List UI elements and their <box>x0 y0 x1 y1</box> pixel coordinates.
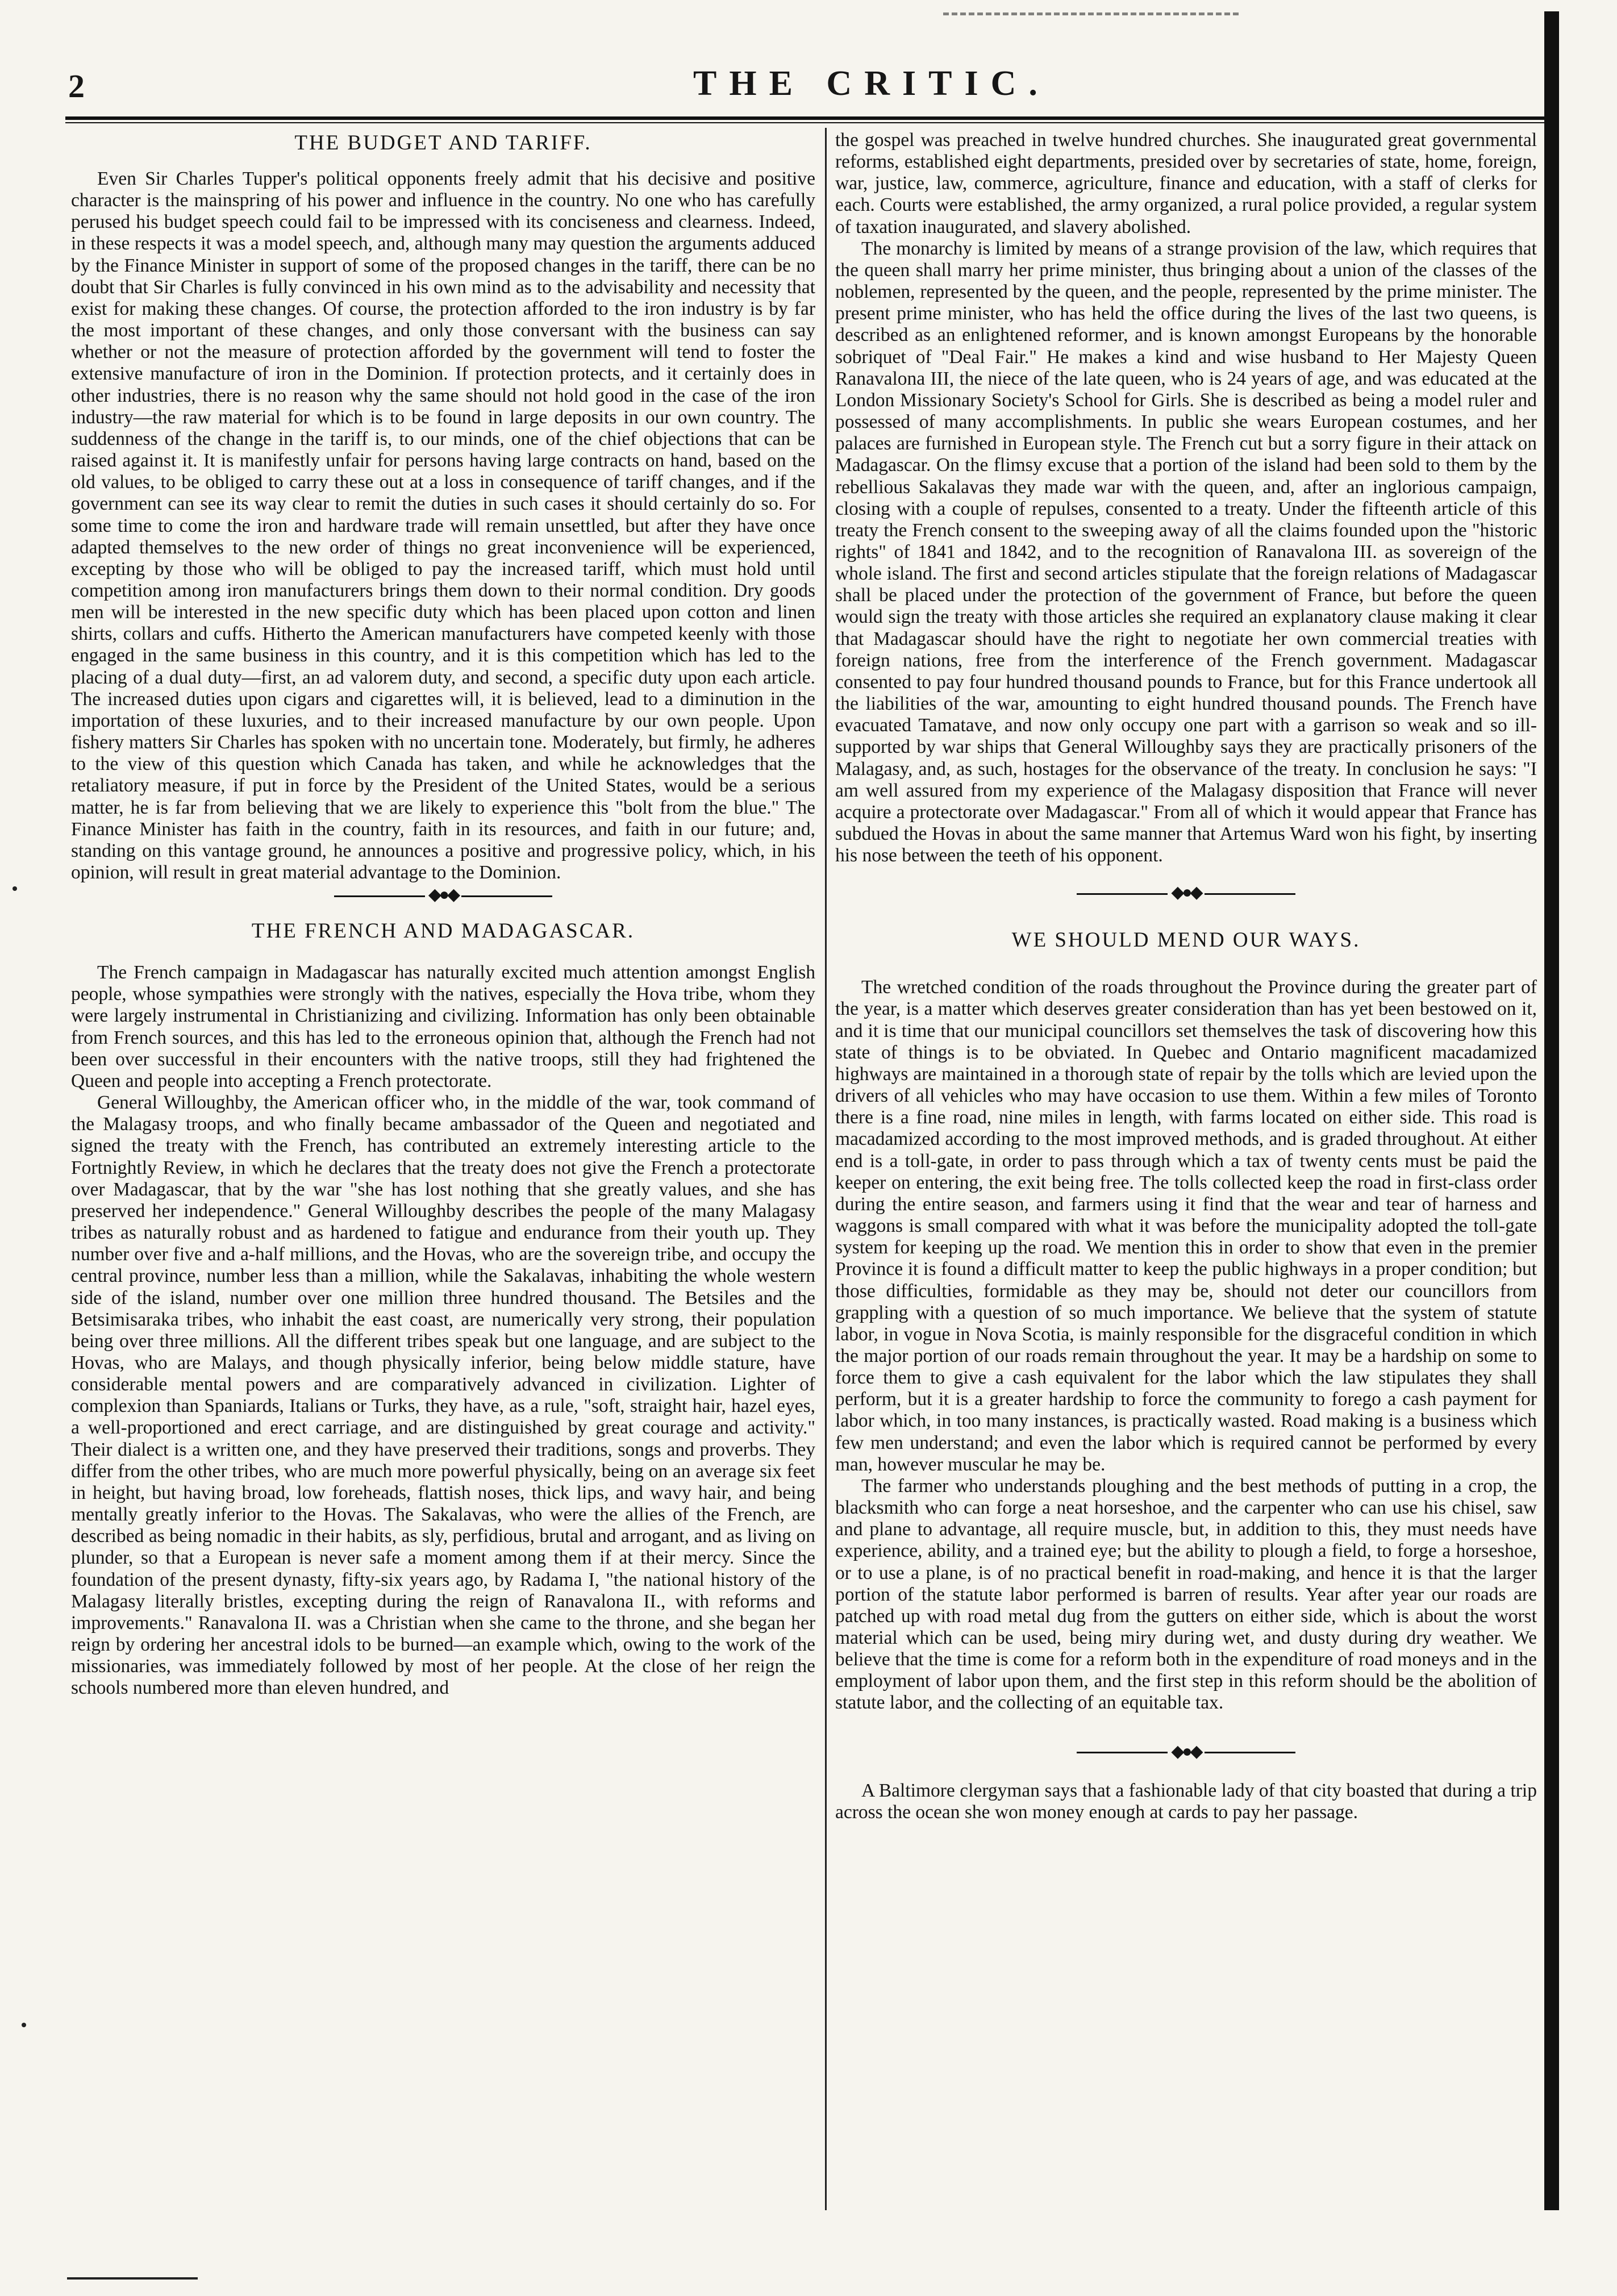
top-edge-marks <box>943 12 1239 19</box>
section-divider <box>835 1740 1537 1763</box>
bottom-rule <box>67 2277 198 2280</box>
mend-paragraph-1: The wretched condition of the roads throughout the Province during the greater part of the year, is a matter which deserves greater consideration than has yet been bestowed on it, and it is time that our municipal councillors set themselves the task of discovering how this state of things is to be obviated. In Quebec and Ontario magnificent macadamized highways are maintained in a thorough state of repair by the tolls which are levied upon the drivers of all vehicles who may have occasion to use them. Within a few miles of Toronto there is a fine road, nine miles in length, with farms located on either side. This road is macadamized according to the most improved methods, and is graded throughout. At either end is a toll-gate, in order to pass through which a tax of twenty cents must be paid the keeper on entering, the exit being free. The tolls collected keep the road in first-class order during the entire season, and farmers using it find that the wear and tear of harness and waggons is small compared with what it was before the municipality adopted the toll-gate system for keeping up the road. We mention this in order to show that even in the premier Province it is found a difficult matter to keep the public highways in a proper condition; but those difficulties, formidable as they may be, should not deter our councillors from grappling with a question of so much importance. We believe that the system of statute labor, in vogue in Nova Scotia, is mainly responsible for the disgraceful condition in which the major portion of our roads remain throughout the year. It may be a hardship on some to force them to give a cash equivalent for the labor which the law stipulates they shall perform, but it is a greater hardship to force the community to forego a cash payment for labor which, in too many instances, is practically wasted. Road making is a business which few men understand; and even the labor which is required cannot be performed by every man, however muscular he may be. <box>835 977 1537 1475</box>
divider-ornament: ◆●◆ <box>1171 1741 1201 1761</box>
divider-ornament: ◆●◆ <box>428 885 459 905</box>
margin-speck <box>22 2023 26 2027</box>
divider-ornament: ◆●◆ <box>1171 883 1201 902</box>
section-divider <box>835 881 1537 904</box>
budget-paragraph: Even Sir Charles Tupper's political opponents freely admit that his decisive and positive character is the mainspring of his power and influence in the country. No one who has carefully perused his budget speech could fail to be impressed with its conciseness and clearness. Indeed, in these respects it was a model speech, and, although many may question the arguments adduced by the Finance Minister in support of some of the proposed changes in the tariff, there can be no doubt that Sir Charles is fully convinced in his own mind as to the advisability and necessity that exist for making these changes. Of course, the protection afforded to the iron industry is by far the most important of these changes, and only those conversant with the business can say whether or not the measure of protection afforded by the government will tend to foster the extensive manufacture of iron in the Dominion. If protection protects, and it certainly does in other industries, there is no reason why the same should not hold good in the case of the iron industry—the raw material for which is to be found in large deposits in our own country. The suddenness of the change in the tariff is, to our minds, one of the chief objections that can be raised against it. It is manifestly unfair for persons having large contracts on hand, based on the old values, to be obliged to carry these out at a loss in consequence of tariff changes, and if the government can see its way clear to remit the duties in such cases it should certainly do so. For some time to come the iron and hardware trade will remain unsettled, but after they have once adapted themselves to the new order of things no great inconvenience will be experienced, excepting by those who will be obliged to pay the increased tariff, which must hold until competition among iron manufacturers brings them down to their normal condition. Dry goods men will be interested in the new specific duty which has been placed upon cotton and linen shirts, collars and cuffs. Hitherto the American manufacturers have competed keenly with those engaged in the same business in this country, and it is this competition which has led to the placing of a dual duty—first, an ad valorem duty, and second, a specific duty upon each article. The increased duties upon cigars and cigarettes will, it is believed, lead to a diminution in the importation of these luxuries, and to their increased manufacture by our own people. Upon fishery matters Sir Charles has spoken with no uncertain tone. Moderately, but firmly, he adheres to the view of this question which Canada has taken, and while he acknowledges that the retaliatory measure, if put in force by the President of the United States, would be a serious matter, he is far from believing that we are likely to experience this "bolt from the blue." The Finance Minister has faith in the country, faith in its resources, and faith in our future; and, standing on this vantage ground, he announces a positive and progressive policy, which, in his opinion, will result in great material advantage to the Dominion. <box>71 168 815 883</box>
left-column <box>71 130 815 1699</box>
mend-paragraph-2: The farmer who understands ploughing and the best methods of putting in a crop, the blacksmith who can forge a neat horseshoe, and the carpenter who can use his chisel, saw and plane to advantage, all require muscle, but, in addition to this, they must needs have experience, ability, and a trained eye; but the ability to plough a field, to forge a horseshoe, or to use a plane, is of no practical benefit in road-making, and hence it is that the larger portion of the statute labor performed is barren of results. Year after year our roads are patched up with road metal dug from the gutters on either side, which is about the worst material which can be used, being miry during wet, and dusty during dry weather. We believe that the time is come for a reform both in the expenditure of road moneys and in the employment of labor upon them, and the first step in this reform should be the abolition of statute labor, and the collecting of an equitable tax. <box>835 1475 1537 1714</box>
header-rule <box>65 116 1548 120</box>
masthead: THE CRITIC. <box>693 64 1050 103</box>
column-divider <box>825 128 827 2210</box>
baltimore-paragraph: A Baltimore clergyman says that a fashionable lady of that city boasted that during a trip across the ocean she won money enough at cards to pay her passage. <box>835 1780 1537 1823</box>
margin-speck <box>12 886 17 891</box>
scan-edge-shadow <box>1544 11 1559 2210</box>
article-title-french: THE FRENCH AND MADAGASCAR. <box>251 919 635 943</box>
right-column <box>835 130 1537 1823</box>
french-paragraph-1: The French campaign in Madagascar has naturally excited much attention amongst English people, whose sympathies were strongly with the natives, especially the Hova tribe, whom they were largely instrumental in Christianizing and civilizing. Information has only been obtainable from French sources, and this has led to the erroneous opinion that, although the French had not been over successful in their encounters with the native troops, still they had frightened the Queen and people into accepting a French protectorate. <box>71 962 815 1091</box>
header-rule-thin <box>65 122 1548 123</box>
french-continued-paragraph-2: The monarchy is limited by means of a strange provision of the law, which requires that the queen shall marry her prime minister, thus bringing about a union of the classes of the noblemen, represented by the queen, and the people, represented by the prime minister. The present prime minister, who has held the office during the lives of the last two queens, is described as an enlightened reformer, and is known amongst Europeans by the honorable sobriquet of "Deal Fair." He makes a kind and wise husband to Her Majesty Queen Ranavalona III, the niece of the late queen, who is 24 years of age, and was educated at the London Missionary Society's School for Girls. She is described as being a model ruler and possessed of many accomplishments. In public she wears European costumes, and her palaces are furnished in European style. The French cut but a sorry figure in their attack on Madagascar. On the flimsy excuse that a portion of the island had been sold to them by the rebellious Sakalavas they made war with the queen, and, after an inglorious campaign, closing with a couple of repulses, consented to a treaty. Under the fifteenth article of this treaty the French consent to the sweeping away of all the claims founded upon the "historic rights" of 1841 and 1842, and to the recognition of Ranavalona III. as sovereign of the whole island. The first and second articles stipulate that the foreign relations of Madagascar shall be placed under the protection of the government of France, but before the queen would sign the treaty with those articles she required an explanatory clause making it clear that Madagascar should have the right to negotiate her own commercial treaties with foreign nations, free from the interference of the French government. Madagascar consented to pay four hundred thousand pounds to France, but for this France undertook all the liabilities of the war, amounting to eight hundred thousand pounds. The French have evacuated Tamatave, and now only occupy one part with a garrison so weak and so ill-supported by war ships that General Willoughby says they are practically prisoners of the Malagasy, and, as such, hostages for the observance of the treaty. In conclusion he says: "I am well assured from my experience of the Malagasy disposition that France will never acquire a protectorate over Madagascar." From all of which it would appear that France has subdued the Hovas in about the same manner that Artemus Ward won his fight, by inserting his nose between the teeth of his opponent. <box>835 237 1537 866</box>
article-title-mend: WE SHOULD MEND OUR WAYS. <box>1011 928 1361 952</box>
french-paragraph-2: General Willoughby, the American officer who, in the middle of the war, took command of the Malagasy troops, and who finally became ambassador of the Queen and negotiated and signed the treaty with the French, has contributed an extremely interesting article to the Fortnightly Review, in which he declares that the treaty does not give the French a protectorate over Madagascar, that by the war "she has lost nothing that she greatly values, and she has preserved her independence." General Willoughby describes the people of the many Malagasy tribes as naturally robust and as hardened to fatigue and endurance from their youth up. They number over five and a-half millions, and the Hovas, who are the sovereign tribe, and occupy the central province, number less than a million, while the Sakalavas, inhabiting the whole western side of the island, number over one million three hundred thousand. The Betsiles and the Betsimisaraka tribes, who inhabit the east coast, are numerically very strong, their population being over three millions. All the different tribes speak but one language, and are subject to the Hovas, who are Malays, and though physically inferior, being below middle stature, have considerable mental powers and are comparatively advanced in civilization. Lighter of complexion than Spaniards, Italians or Turks, they have, as a rule, "soft, straight hair, hazel eyes, a well-proportioned and erect carriage, and are distinguished by great courage and activity." Their dialect is a written one, and they have preserved their traditions, songs and proverbs. They differ from the other tribes, who are much more powerful physically, being on an average six feet in height, but having broad, low foreheads, flattish noses, thick lips, and wavy hair, and being mentally greatly inferior to the Hovas. The Sakalavas, who were the allies of the French, are described as being nomadic in their habits, as sly, perfidious, brutal and arrogant, and as living on plunder, so that a European is never safe a moment among them if at their mercy. Since the foundation of the present dynasty, fifty-six years ago, by Radama I, "the national history of the Malagasy literally bristles, excepting during the reign of Ranavalona II., with reforms and improvements." Ranavalona II. was a Christian when she came to the throne, and she began her reign by ordering her ancestral idols to be burned—an example which, owing to the work of the missionaries, was immediately followed by most of her people. At the close of her reign the schools numbered more than eleven hundred, and <box>71 1092 815 1699</box>
section-divider <box>71 884 815 906</box>
french-continued-paragraph-1: the gospel was preached in twelve hundred churches. She inaugurated great governmental reforms, established eight departments, presided over by secretaries of state, home, foreign, war, justice, law, commerce, agriculture, finance and education, with a staff of clerks for each. Courts were established, the army organized, a rural police provided, a regular system of taxation inaugurated, and slavery abolished. <box>835 130 1537 237</box>
article-title-budget: THE BUDGET AND TARIFF. <box>294 131 592 155</box>
page-number: 2 <box>68 68 85 105</box>
